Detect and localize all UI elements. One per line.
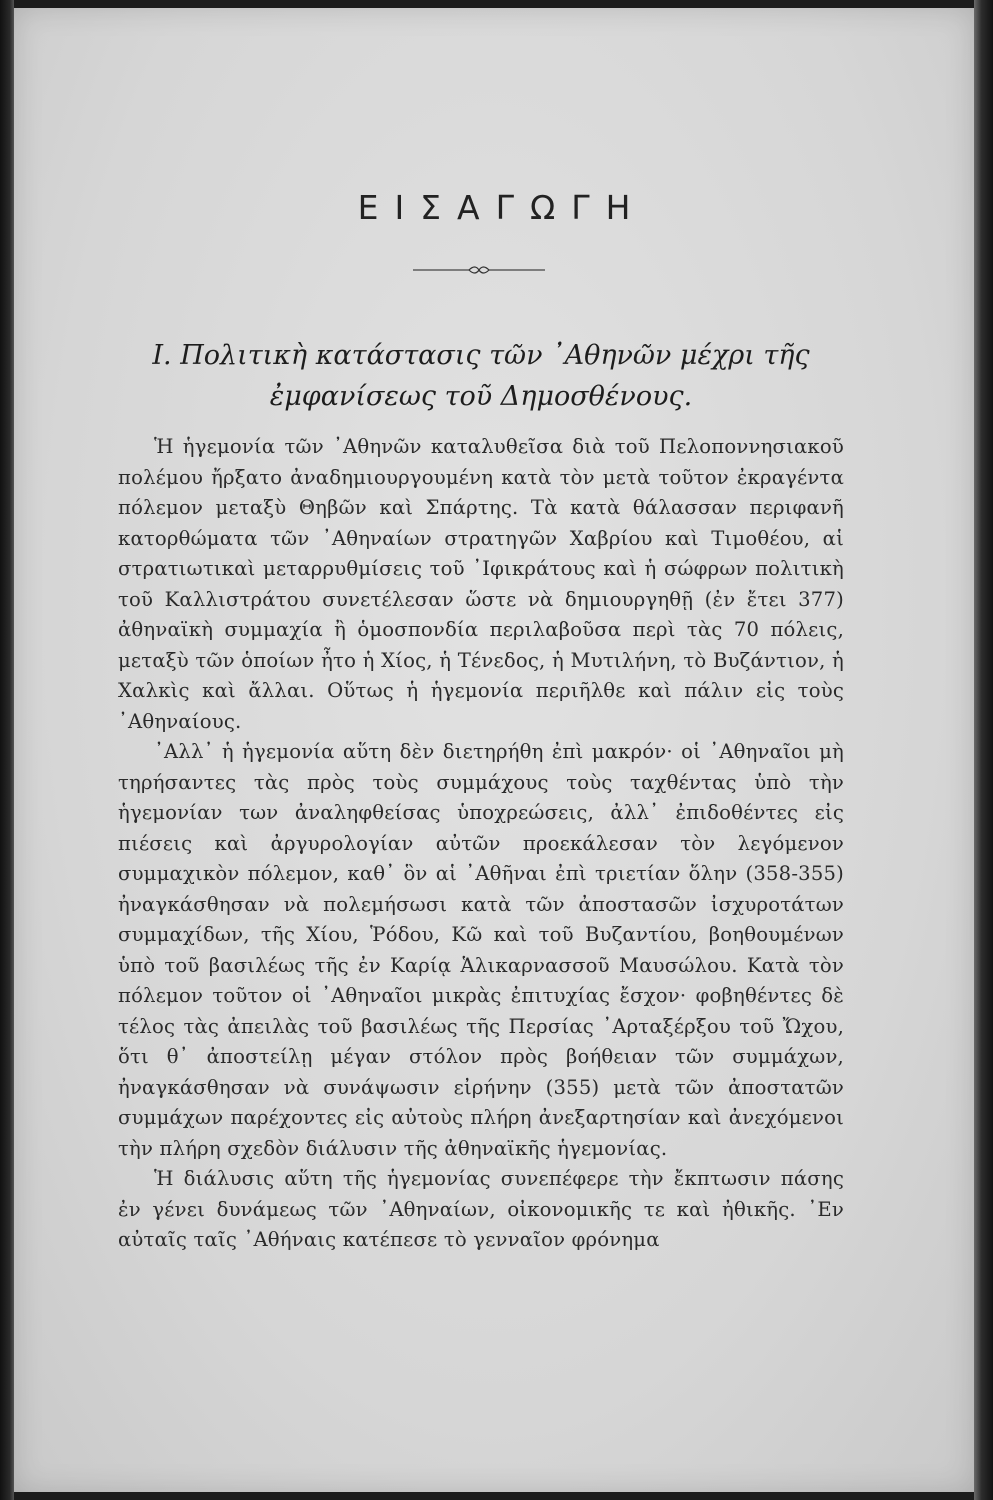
section-title-line-2: ἐμφανίσεως τοῦ Δημοσθένους. <box>269 381 693 412</box>
paragraph: Ἡ ἡγεμονία τῶν ᾿Αθηνῶν καταλυθεῖσα διὰ τοῦ Πελοποννησιακοῦ πολέμου ἤρξατο ἀναδημιουργουμένη κατὰ τὸν μετὰ τοῦτον ἐκραγέντα πόλεμον μεταξὺ Θηβῶν καὶ Σπάρτης. Τὰ κατὰ θάλασσαν περιφανῆ κατορθώματα τῶν ᾿Αθηναίων στρατηγῶν Χαβρίου καὶ Τιμοθέου, αἱ στρατιωτικαὶ μεταρρυθμίσεις τοῦ ᾿Ιφικράτους καὶ ἡ σώφρων πολιτικὴ τοῦ Καλλιστράτου συνετέλεσαν ὥστε νὰ δημιουργηθῇ (ἐν ἔτει 377) ἀθηναϊκὴ συμμαχία ἢ ὁμοσπονδία περιλαβοῦσα περὶ τὰς 70 πόλεις, μεταξὺ τῶν ὁποίων ἦτο ἡ Χίος, ἡ Τένεδος, ἡ Μυτιλήνη, τὸ Βυζάντιον, ἡ Χαλκὶς καὶ ἄλλαι. Οὕτως ἡ ἡγεμονία περιῆλθε καὶ πάλιν εἰς τοὺς ᾿Αθηναίους. <box>118 435 844 733</box>
section-title <box>118 335 844 417</box>
page-binding-shadow <box>0 0 14 1500</box>
paragraph: ᾿Αλλ᾿ ἡ ἡγεμονία αὕτη δὲν διετηρήθη ἐπὶ μακρόν· οἱ ᾿Αθηναῖοι μὴ τηρήσαντες τὰς πρὸς τοὺς συμμάχους τοὺς ταχθέντας ὑπὸ τὴν ἡγεμονίαν των ἀναληφθείσας ὑποχρεώσεις, ἀλλ᾿ ἐπιδοθέντες εἰς πιέσεις καὶ ἀργυρολογίαν αὐτῶν προεκάλεσαν τὸν λεγόμενον συμμαχικὸν πόλεμον, καθ᾿ ὃν αἱ ᾿Αθῆναι ἐπὶ τριετίαν ὅλην (358-355) ἠναγκάσθησαν νὰ πολεμήσωσι κατὰ τῶν ἀποστασῶν ἰσχυροτάτων συμμαχίδων, τῆς Χίου, Ῥόδου, Κῶ καὶ τοῦ Βυζαντίου, βοηθουμένων ὑπὸ τοῦ βασιλέως τῆς ἐν Καρίᾳ Ἁλικαρνασσοῦ Μαυσώλου. Κατὰ τὸν πόλεμον τοῦτον οἱ ᾿Αθηναῖοι μικρὰς ἐπιτυχίας ἔσχον· φοβηθέντες δὲ τέλος τὰς ἀπειλὰς τοῦ βασιλέως τῆς Περσίας ᾿Αρταξέρξου τοῦ Ὤχου, ὅτι θ᾿ ἀποστείλῃ μέγαν στόλον πρὸς βοήθειαν τῶν συμμάχων, ἠναγκάσθησαν νὰ συνάψωσιν εἰρήνην (355) μετὰ τῶν ἀποστατῶν συμμάχων παρέχοντες εἰς αὐτοὺς πλήρη ἀνεξαρτησίαν καὶ ἀνεχόμενοι τὴν πλήρη σχεδὸν διάλυσιν τῆς ἀθηναϊκῆς ἡγεμονίας. <box>118 740 844 1160</box>
page-edge <box>974 0 993 1500</box>
book-page <box>14 8 974 1492</box>
chapter-heading: ΕΙΣΑΓΩΓΗ <box>357 188 647 227</box>
paragraph: Ἡ διάλυσις αὕτη τῆς ἡγεμονίας συνεπέφερε τὴν ἔκπτωσιν πάσης ἐν γένει δυνάμεως τῶν ᾿Αθηναίων, οἰκονομικῆς τε καὶ ἠθικῆς. ᾿Εν αὐταῖς ταῖς ᾿Αθήναις κατέπεσε τὸ γενναῖον φρόνημα <box>118 1167 844 1251</box>
section-title-line-1: Ι. Πολιτικὴ κατάστασις τῶν ᾿Αθηνῶν μέχρι τῆς <box>152 340 810 371</box>
body-text <box>118 432 844 1256</box>
ornament-divider <box>409 263 549 277</box>
